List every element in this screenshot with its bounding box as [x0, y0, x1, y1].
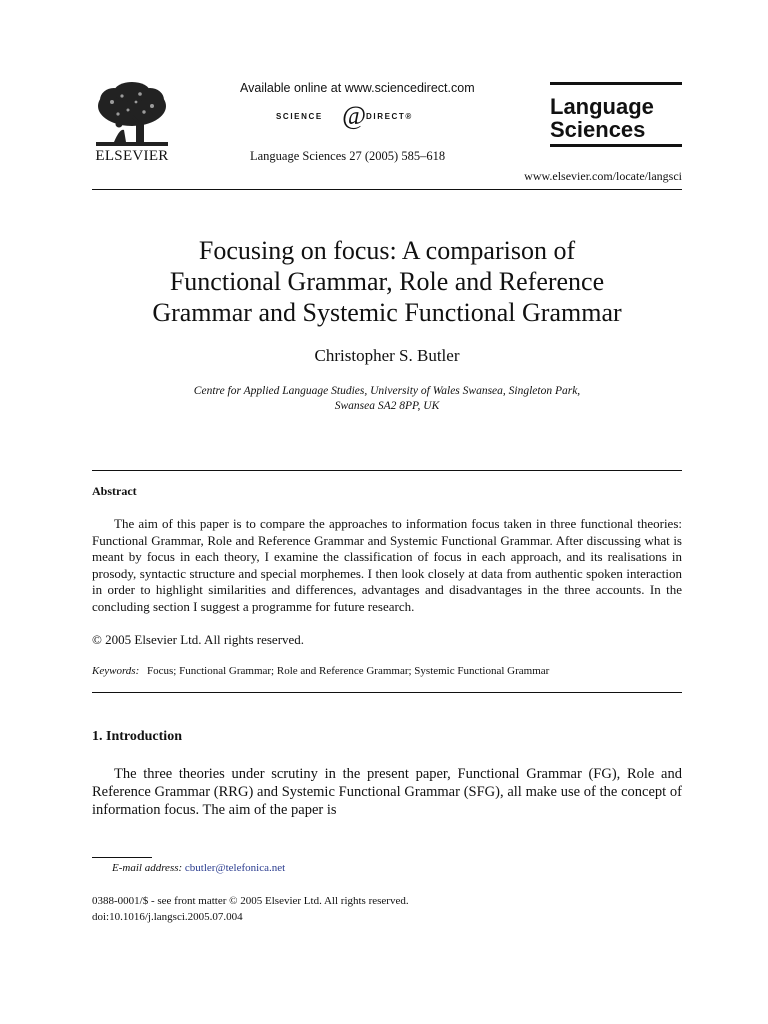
abstract-body	[92, 516, 682, 615]
sd-at-icon: @	[342, 101, 366, 130]
sciencedirect-logo	[276, 103, 436, 133]
author-name: Christopher S. Butler	[314, 346, 460, 365]
publisher-name: ELSEVIER	[95, 148, 169, 164]
available-online-text: Available online at www.sciencedirect.com	[240, 81, 475, 95]
abstract-copyright: © 2005 Elsevier Ltd. All rights reserved.	[92, 632, 305, 647]
sd-science-word: SCIENCE	[276, 112, 323, 121]
front-matter-line: 0388-0001/$ - see front matter © 2005 Elsevier Ltd. All rights reserved.	[92, 895, 409, 907]
email-label: E-mail address:	[112, 862, 183, 874]
journal-url-link[interactable]: www.elsevier.com/locate/langsci	[524, 169, 682, 183]
title-line: Grammar and Systemic Functional Grammar	[152, 298, 622, 327]
affiliation-line: Centre for Applied Language Studies, University of Wales Swansea, Singleton Park,	[193, 385, 581, 397]
title-line: Focusing on focus: A comparison of	[198, 236, 576, 265]
journal-logo	[550, 82, 682, 147]
keywords-label: Keywords:	[92, 665, 140, 677]
elsevier-logo	[92, 82, 172, 164]
affiliation-line: Swansea SA2 8PP, UK	[334, 400, 440, 412]
title-line: Functional Grammar, Role and Reference	[169, 267, 605, 296]
journal-title: Language Sciences	[550, 94, 654, 142]
abstract-top-rule	[92, 470, 682, 471]
abstract-paragraph: The aim of this paper is to compare the approaches to information focus taken in three functional theories: Functional Grammar, Role and Reference Grammar and Systemic Functional Grammar. After discussing what is meant by focus in each theory, I examine the classification of focus in each approach, and its realisations in prosody, syntactic structure and special morphemes. I then look closely at data from authentic spoken interaction in order to highlight similarities and differences, advantages and disadvantages in the three accounts. In the concluding section I suggest a programme for future research.	[92, 516, 682, 614]
elsevier-tree-icon	[92, 82, 172, 148]
abstract-bottom-rule	[92, 692, 682, 693]
introduction-paragraph: The three theories under scrutiny in the present paper, Functional Grammar (FG), Role and Reference Grammar (RRG) and Systemic Functional Grammar (SFG), all make use of the concept of information focus. The aim of the paper is	[92, 766, 682, 818]
keywords-line	[92, 665, 549, 677]
article-title	[92, 235, 682, 328]
footnote-rule	[92, 857, 152, 858]
section-heading-introduction: 1. Introduction	[92, 729, 182, 744]
sd-direct-word: DIRECT®	[366, 112, 413, 121]
email-link[interactable]: cbutler@telefonica.net	[184, 862, 286, 874]
header-divider	[92, 189, 682, 190]
journal-rule-bottom	[550, 144, 682, 147]
email-footnote	[112, 862, 285, 874]
abstract-heading: Abstract	[92, 484, 137, 498]
journal-citation: Language Sciences 27 (2005) 585–618	[250, 149, 446, 163]
author-affiliation	[92, 384, 682, 414]
doi-line[interactable]: doi:10.1016/j.langsci.2005.07.004	[92, 911, 243, 923]
journal-rule-top	[550, 82, 682, 85]
keywords-list: Focus; Functional Grammar; Role and Reference Grammar; Systemic Functional Grammar	[147, 665, 550, 677]
